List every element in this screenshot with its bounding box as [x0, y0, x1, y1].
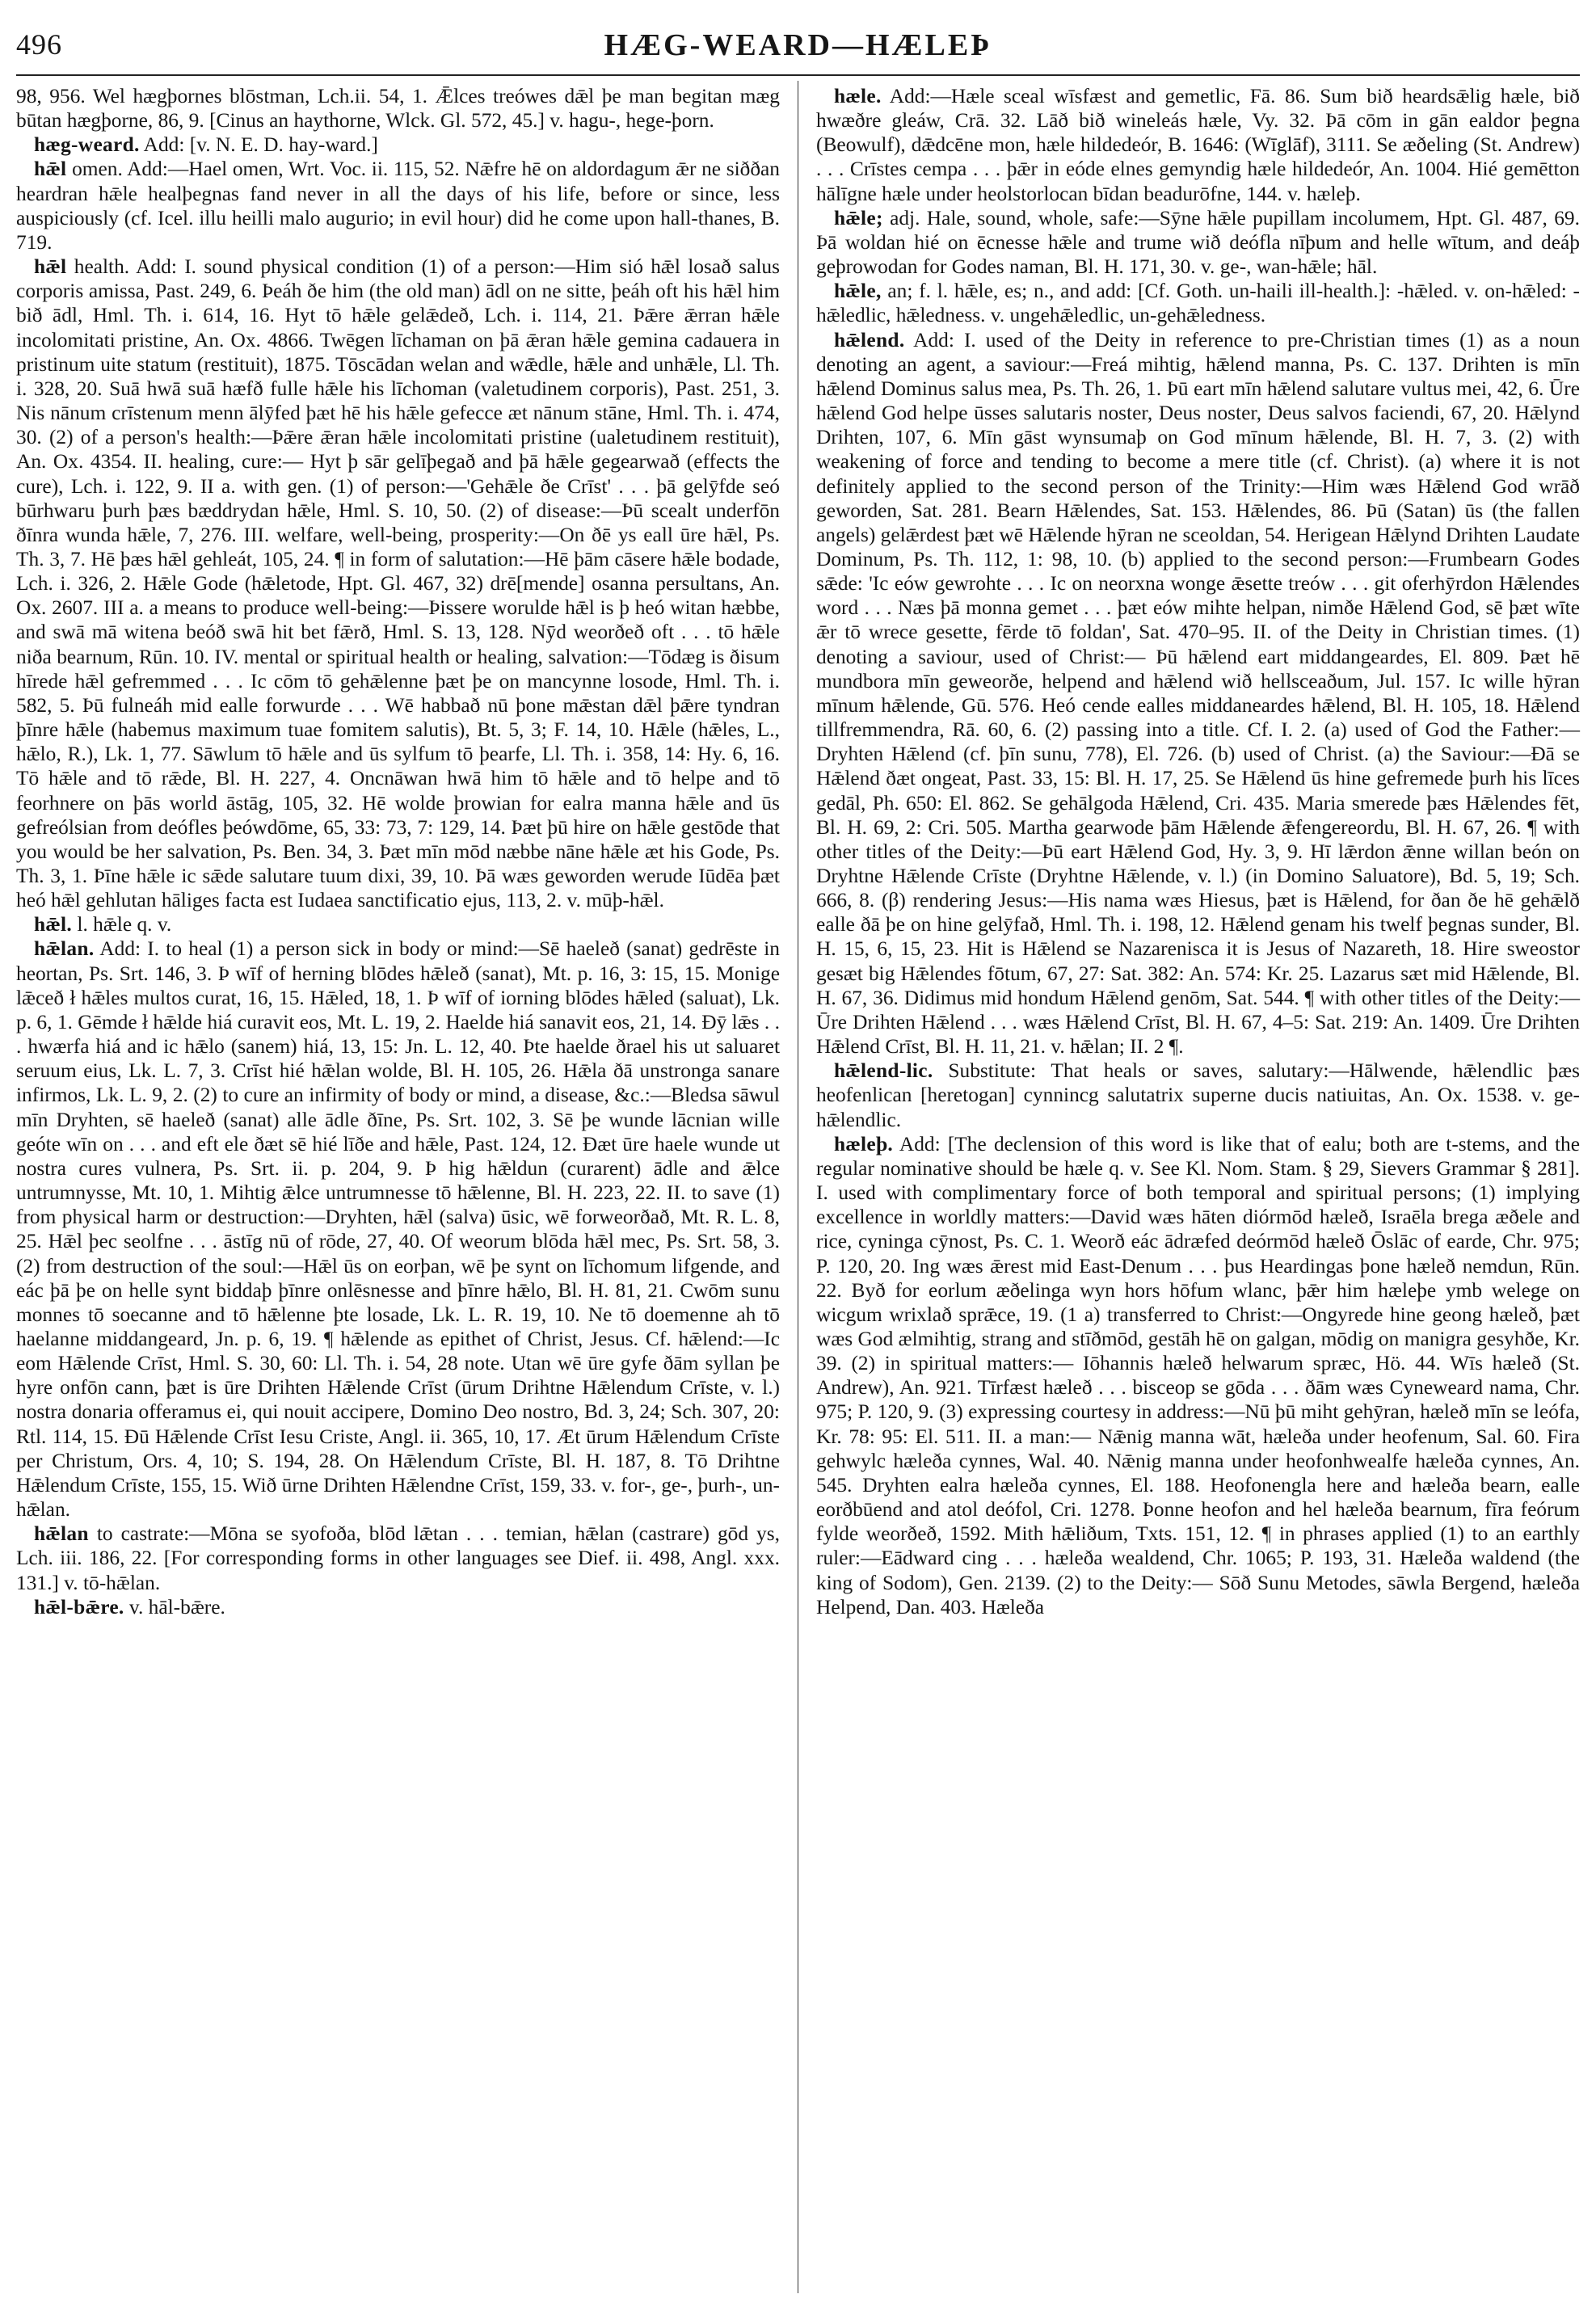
dictionary-entry — [816, 84, 1580, 206]
entry-headword: hæleþ. — [834, 1132, 894, 1156]
entry-headword: hǣle, — [834, 280, 882, 303]
entry-text: Add: I. to heal (1) a person sick in body or mind:—Sē haeleð (sanat) gedrēste in heortan, Ps. Srt. 146, 3. Þ wīf of herning blōdes hǣleð (sanat), Mt. p. 16, 3: 15, 15. Monige lǣceð ł hǣles multos curat, 16, 15. Hǣled, 18, 1. Þ wīf of iorning blōdes hǣled (saluat), Lk. p. 6, 1. Gēmde ł hǣlde hiá curavit eos, Mt. L. 19, 2. Haelde hiá sanavit eos, 21, 14. Ðȳ lǣs . . . hwærfa hiá and ic hǣlo (sanem) hiá, 13, 15: Jn. L. 12, 40. Þte haelde ðrael his ut saluaret seruum eius, Lk. L. 7, 3. Crīst hié hǣlan wolde, Bl. H. 105, 26. Hǣla ðā unstronga sanare infirmos, Lk. L. 9, 2. (2) to cure an infirmity of body or mind, a disease, &c.:—Bledsa sāwul mīn Dryhten, sē haeleð (sanat) alle ādle ðīne, Ps. Srt. 102, 3. Sē þe wunde lācnian wille geóte wīn on . . . and eft ele ðæt sē hié līðe and hǣle, Past. 124, 12. Ðæt ūre haele wunde ut nostra cures vulnera, Ps. Srt. ii. p. 204, 9. Þ hig hǣldun (curarent) ādle and ǣlce untrumnysse, Mt. 10, 1. Mihtig ǣlce untrumnesse tō hǣlenne, Bl. H. 223, 22. II. to save (1) from physical harm or destruction:—Dryhten, hǣl (salva) ūsic, wē forweorðað, Mt. R. L. 8, 25. Hǣl þec seolfne . . . āstīg nū of rōde, 27, 40. Of weorum blōda hǣl mec, Ps. Srt. 58, 3. (2) from destruction of the soul:—Hǣl ūs on eorþan, wē þe synt on līchomum lifgende, and eác þā þe on helle synt biddaþ þīnre onlēsnesse and þīnre hǣlo, Bl. H. 81, 21. Cwōm sunu monnes tō soecanne and tō hǣlenne þte losade, Lk. L. R. 19, 10. Ne tō doemenne ah tō haelanne middangeard, Jn. p. 6, 19. ¶ hǣlende as epithet of Christ, Jesus. Cf. hǣlend:—Ic eom Hǣlende Crīst, Hml. S. 30, 60: Ll. Th. i. 54, 28 note. Utan wē ūre gyfe ðām syllan þe hyre onfōn cann, þæt is ūre Drihten Hǣlende Crīst (ūrum Drihtne Hǣlendum Crīste, v. l.) nostra donaria offeramus ei, qui nouit accipere, Domino Deo nostro, Bd. 3, 24; Sch. 307, 20: Rtl. 114, 15. Ðū Hǣlende Crīst Iesu Criste, Angl. ii. 365, 10, 17. Æt ūrum Hǣlendum Crīste per Christum, Ors. 4, 10; S. 194, 28. On Hǣlendum Crīste, Bl. H. 187, 8. Tō Drihtne Hǣlendum Crīste, 155, 15. Wið ūrne Drihten Hǣlendne Crīst, 159, 33. v. for-, ge-, þurh-, un-hǣlan. — [16, 937, 780, 1522]
dictionary-entry — [816, 206, 1580, 279]
entry-text: omen. Add:—Hael omen, Wrt. Voc. ii. 115, 52. Nǣfre hē on aldordagum ǣr ne siððan heardran hǣle healþegnas fand never in all the days of his life, before or since, less auspiciously (cf. Icel. illu heilli malo augurio; in evil hour) did he come upon hall-thanes, B. 719. — [16, 158, 780, 254]
right-column — [816, 84, 1580, 1619]
entry-headword: hǣl. — [34, 913, 73, 937]
dictionary-entry — [816, 328, 1580, 1059]
entry-text: an; f. l. hǣle, es; n., and add: [Cf. Goth. un-haili ill-health.]: -hǣled. v. on-hǣled: -hǣledlic, hǣledness. v. ungehǣledlic, un-gehǣledness. — [816, 280, 1580, 327]
dictionary-entry — [16, 1522, 780, 1594]
entry-text: l. hǣle q. v. — [77, 913, 172, 937]
dictionary-entry — [16, 912, 780, 937]
entry-headword: hǣlan. — [34, 937, 95, 961]
page-number: 496 — [16, 28, 62, 61]
entry-text: v. hāl-bǣre. — [128, 1595, 225, 1619]
dictionary-entry — [16, 1595, 780, 1619]
entry-headword: hǣlend-lic. — [834, 1059, 933, 1083]
dictionary-entry — [16, 255, 780, 912]
running-head: HÆG-WEARD—HÆLEÞ — [604, 28, 992, 62]
entry-text: Add:—Hæle sceal wīsfæst and gemetlic, Fā. 86. Sum bið heardsǣlig hæle, bið hwæðre gleáw, Crā. 32. Lāð bið wineleás hæle, Vy. 32. Þā cōm in gān ealdor þegna (Beowulf), dǣdcēne mon, hæle hildedeór, B. 1646: (Wīglāf), 3111. Se æðeling (St. Andrew) . . . Crīstes cempa . . . þǣr in eóde elnes gemyndig hæle hildedeór, An. 1004. Hié gemētton hālīgne hæle under heolstorlocan bīdan beadurōfne, 144. v. hæleþ. — [816, 85, 1580, 205]
entry-text: 98, 956. Wel hægþornes blōstman, Lch.ii. 54, 1. Ǣlces treówes dǣl þe man begitan mæg būtan hægþorne, 86, 9. [Cinus an haythorne, Wlck. Gl. 572, 45.] v. hagu-, hege-þorn. — [16, 85, 780, 133]
entry-text: Substitute: That heals or saves, salutary:—Hālwende, hǣlendlic þæs heofenlican [heretogan] cynnincg salutatrix superne ducis natiuitas, An. Ox. 1538. v. ge-hǣlendlic. — [816, 1059, 1580, 1131]
header-rule — [16, 74, 1580, 76]
entry-headword: hǣle; — [834, 206, 883, 229]
dictionary-entry — [816, 279, 1580, 327]
dictionary-entry — [816, 1132, 1580, 1619]
page-header — [16, 27, 1580, 68]
entry-headword: hǣlend. — [834, 328, 905, 351]
dictionary-entry — [16, 133, 780, 157]
entry-headword: hǣl-bǣre. — [34, 1595, 124, 1619]
left-column — [16, 84, 780, 1619]
entry-headword: hæg-weard. — [34, 133, 140, 157]
entry-headword: hæle. — [834, 85, 882, 107]
entry-text: Add: [The declension of this word is like that of ealu; both are t-stems, and the regular nominative should be hæle q. v. See Kl. Nom. Stam. § 29, Sievers Grammar § 281]. I. used with complimentary force of both temporal and spiritual persons; (1) implying excellence in worldly matters:—David wæs hāten diórmōd hæleð, Israēla brega æðele and rice, cyninga cȳnost, Ps. C. 1. Weorð eác ādræfed deórmōd hæleð Ōslāc of earde, Chr. 975; P. 120, 20. Ing wæs ǣrest mid East-Denum . . . þus Heardingas þone hæleð nemdun, Rūn. 22. Byð for eorlum æðelinga wyn hors hōfum wlanc, þǣr him hæleþe ymb welege on wicgum wrixlað sprǣce, 19. (1 a) transferred to Christ:—Ongyrede hine geong hæleð, þæt wæs God ælmihtig, strang and stīðmōd, gestāh hē on galgan, mōdig on manigra gesyhðe, Kr. 39. (2) in spiritual matters:— Iōhannis hæleð helwarum spræc, Hö. 44. Wīs hæleð (St. Andrew), An. 921. Tīrfæst hæleð . . . bisceop se gōda . . . ðām wæs Cyneweard nama, Chr. 975; P. 120, 9. (3) expressing courtesy in address:—Nū þū miht gehȳran, hæleð mīn se leófa, Kr. 78: 95: El. 511. II. a man:— Nǣnig manna wāt, hæleða under heofenum, Sal. 60. Fira gehwylc hæleða cynnes, Wal. 40. Nǣnig manna under heofonhwealfe hæleða cynnes, An. 545. Dryhten ealra hæleða cynnes, El. 188. Heofonengla here and hæleða bearn, ealle eorðbūend and atol deófol, Cri. 1278. Þonne heofon and hel hæleða bearnum, fīra feórum fylde weorðeð, 1592. Mith hǣliðum, Txts. 151, 12. ¶ in phrases applied (1) to an earthly ruler:—Eādward cing . . . hæleða wealdend, Chr. 1065; P. 193, 31. Hæleða waldend (the king of Sodom), Gen. 2139. (2) to the Deity:— Sōð Sunu Metodes, sāwla Bergend, hæleða Helpend, Dan. 403. Hæleða — [816, 1132, 1581, 1619]
entry-headword: hǣl — [34, 158, 67, 181]
entry-text: Add: [v. N. E. D. hay-ward.] — [143, 133, 378, 157]
entry-text: adj. Hale, sound, whole, safe:—Sȳne hǣle pupillam incolumem, Hpt. Gl. 487, 69. Þā woldan hié on ēcnesse hǣle and trume wið deófla nīþum and helle wītum, and deáþ geþrowodan for Godes naman, Bl. H. 171, 30. v. ge-, wan-hǣle; hāl. — [816, 206, 1580, 279]
entry-text: health. Add: I. sound physical condition (1) of a person:—Him sió hǣl losað salus corporis amissa, Past. 249, 6. Þeáh ðe him (the old man) ādl on ne sitte, þeáh oft his hǣl him bið ādl, Hml. Th. i. 614, 16. Hyt tō hǣle gelǣdeð, Lch. i. 114, 21. Þǣre ǣrran hǣle incolomitati pristine, An. Ox. 4866. Twēgen līchaman on þā ǣran hǣle gemina cadauera in pristinum uite statum (restituit), 1875. Tōscādan welan and wǣdle, hǣle and unhǣle, Ll. Th. i. 328, 20. Suā hwā suā hæfð fulle hǣle his līchoman (valetudinem corporis), Past. 251, 3. Nis nānum crīstenum menn ālȳfed þæt hē his hǣle gefecce æt nānum stāne, Hml. Th. i. 474, 30. (2) of a person's health:—Þǣre ǣran hǣle incolomitati pristine (ualetudinem restituit), An. Ox. 4354. II. healing, cure:— Hyt þ sār gelīþegað and þā hǣle gegearwað (effects the cure), Lch. i. 122, 9. II a. with gen. (1) of person:—'Gehǣle ðe Crīst' . . . þā gelȳfde seó būrhwaru þurh þæs bæddrydan hǣle, Hml. S. 10, 50. (2) of disease:—Þū scealt underfōn ðīnra wunda hǣle, 7, 276. III. welfare, well-being, prosperity:—On ðē ys eall ūre hǣl, Ps. Th. 3, 7. Hē þæs hǣl gehleát, 105, 24. ¶ in form of salutation:—Hē þām cāsere hǣle bodade, Lch. i. 326, 2. Hǣle Gode (hǣletode, Hpt. Gl. 467, 32) drē[mende] osanna persultans, An. Ox. 2607. III a. a means to produce well-being:—Þissere worulde hǣl is þ heó witan hæbbe, and swā mā witena beóð swā hit bet fǣrð, Hml. S. 13, 128. Nȳd weorðeð oft . . . tō hǣle niðа bearnum, Rūn. 10. IV. mental or spiritual health or healing, salvation:—Tōdæg is ðisum hīrede hǣl gefremmed . . . Ic cōm tō gehǣlenne þæt þe on mancynne losode, Hml. Th. i. 582, 5. Þū fulneáh mid ealle forwurde . . . Wē habbað nū þone mǣstan dǣl þǣre tyndran þīnre hǣle (habemus maximum tuae fomitem salutis), Bt. 5, 3; F. 14, 10. Hǣle (hǣles, L., hǣlo, R.), Lk. 1, 77. Sāwlum tō hǣle and ūs sylfum tō þearfe, Ll. Th. i. 358, 14: Hy. 6, 16. Tō hǣle and tō rǣde, Bl. H. 227, 4. Oncnāwan hwā him tō hǣle and tō helpe and tō feorhnere on þās world āstāg, 105, 32. Hē wolde þrowian for ealra manna hǣle and ūs gefreólsian from deófles þeówdōme, 65, 33: 73, 7: 129, 14. Þæt þū hire on hǣle gestōde that you would be her salvation, Ps. Ben. 34, 3. Þæt mīn mōd næbbe nāne hǣle æt his Gode, Ps. Th. 3, 1. Þīne hǣle ic sǣde salutare tuum dixi, 39, 10. Þā wæs geworden werude Iūdēa þæt heó hǣl gehlutan hāliges facta est Iudaea sanctificatio ejus, 113, 2. v. mūþ-hǣl. — [16, 255, 780, 912]
entry-headword: hǣlan — [34, 1522, 89, 1546]
entry-text: to castrate:—Mōna se syofoða, blōd lǣtan . . . temian, hǣlan (castrare) gōd ys, Lch. iii. 186, 22. [For corresponding forms in other languages see Dief. ii. 498, Angl. xxx. 131.] v. tō-hǣlan. — [16, 1522, 780, 1594]
entry-text: Add: I. used of the Deity in reference to pre-Christian times (1) as a noun denoting an agent, a saviour:—Freá mihtig, hǣlend manna, Ps. C. 137. Drihten is mīn hǣlend Dominus salus mea, Ps. Th. 26, 1. Þū eart mīn hǣlend salutare vultus mei, 42, 6. Ūre hǣlend God helpe ūsses salutaris noster, Deus noster, Deus salvos faciendi, 67, 20. Hǣlynd Drihten, 107, 6. Mīn gāst wynsumaþ on God mīnum hǣlende, Bl. H. 7, 3. (2) with weakening of force and tending to become a mere title (cf. Christ). (a) where it is not definitely applied to the second person of the Trinity:—Him wæs Hǣlend God wrāð geworden, Sat. 281. Bearn Hǣlendes, Sat. 153. Hǣlendes, 86. Þū (Satan) ūs (the fallen angels) gelǣrdest þæt wē Hǣlende hȳran ne sceoldan, 54. Herigean Hǣlynd Drihten Laudate Dominum, Ps. Th. 112, 1: 98, 10. (b) applied to the second person:—Frumbearn Godes sǣde: 'Ic eów gewrohte . . . Ic on neorxna wonge ǣsette treów . . . git oferhȳrdon Hǣlendes word . . . Næs þā monna gemet . . . þæt eów mihte helpan, nimðe Hǣlend God, sē þæt wīte ǣr tō wrece gesette, fērde tō foldan', Sat. 470–95. II. of the Deity in Christian times. (1) denoting a saviour, used of Christ:— Þū hǣlend eart middangeardes, El. 809. Þæt hē mundbora mīn geweorðe, helpend and hǣlend wið hellsceaðum, Jul. 157. Ic wille hȳran mīnum hǣlende, Gū. 576. Heó cende ealles middaneardes hǣlend, Bl. H. 105, 18. Hǣlend tillfremmendra, Rā. 60, 6. (2) passing into a title. Cf. I. 2. (a) used of God the Father:—Dryhten Hǣlend (cf. þīn sunu, 778), El. 726. (b) used of Christ. (a) the Saviour:—Ðā se Hǣlend ðæt ongeat, Past. 33, 15: Bl. H. 17, 25. Se Hǣlend ūs hine gefremede þurh his līces gedāl, Ph. 650: El. 862. Se gehālgoda Hǣlend, Cri. 435. Maria smerede þæs Hǣlendes fēt, Bl. H. 69, 2: Cri. 505. Martha gearwode þām Hǣlende ǣfengereordu, Bl. H. 67, 26. ¶ with other titles of the Deity:—Þū eart Hǣlend God, Hy. 3, 9. Hī lǣrdon ǣnne willan beón on Dryhtne Hǣlende Crīste (Dryhtne Hǣlende, v. l.) (in Domino Saluatore), Bd. 5, 19; Sch. 666, 8. (β) rendering Jesus:—His nama wæs Hiesus, þæt is Hǣlend, for ðan ðe hē gehǣlð ealle ðā þe on hine gelȳfað, Hml. Th. i. 198, 12. Hǣlend genam his twelf þegnas sunder, Bl. H. 15, 6, 15, 23. Hit is Hǣlend se Nazarenisca it is Jesus of Nazareth, 18. Hire sweostor gesæt big Hǣlendes fōtum, 67, 27: Sat. 382: An. 574: Kr. 25. Lazarus sæt mid Hǣlende, Bl. H. 67, 36. Didimus mid hondum Hǣlend genōm, Sat. 544. ¶ with other titles of the Deity:—Ūre Drihten Hǣlend . . . wæs Hǣlend Crīst, Bl. H. 67, 4–5: Sat. 219: An. 1409. Ūre Drihten Hǣlend Crīst, Bl. H. 11, 21. v. hǣlan; II. 2 ¶. — [816, 328, 1580, 1059]
dictionary-entry — [16, 157, 780, 255]
dictionary-entry — [16, 937, 780, 1522]
dictionary-entry — [16, 84, 780, 133]
dictionary-entry — [816, 1059, 1580, 1131]
entry-headword: hǣl — [34, 255, 67, 279]
